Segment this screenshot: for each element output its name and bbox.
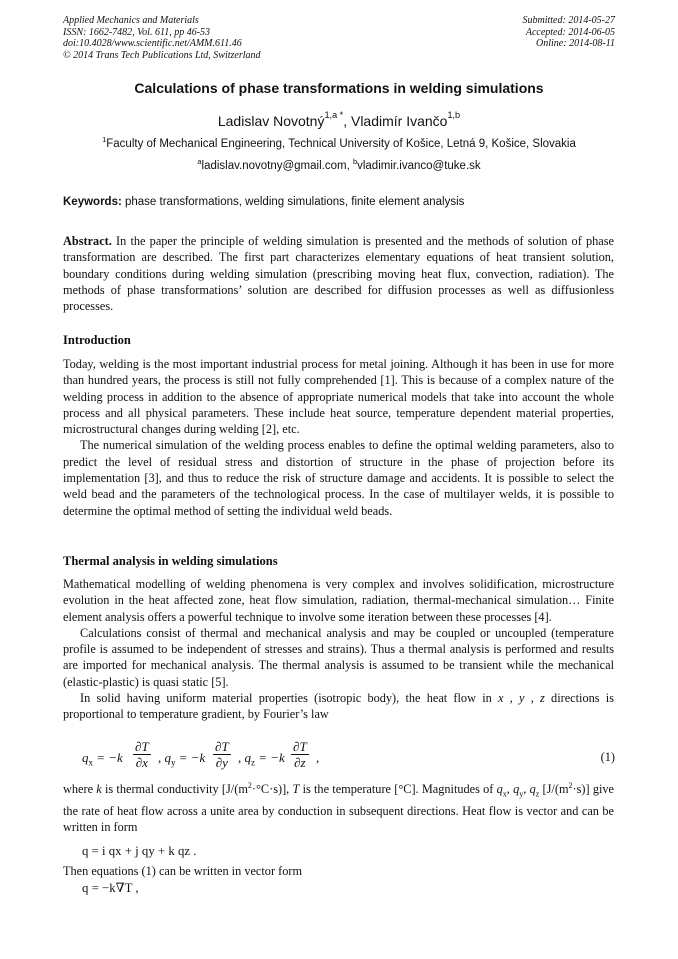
author-2: Vladimír Ivančo [350,113,448,129]
journal-issn: ISSN: 1662-7482, Vol. 611, pp 46-53 [63,26,211,38]
thermal-p3-text-a: In solid having uniform material properties (isotropic body), the heat flow in [80,691,498,706]
p4b: is thermal conductivity [J/(m [101,782,248,796]
publication-dates [523,15,616,50]
p5a: [J/(m [539,782,569,796]
var-y: y [519,691,525,706]
affiliation [0,135,678,150]
equation-vector-form: q = −k∇T , [82,881,139,895]
sep: , [524,691,541,706]
sup-2: 2 [568,781,573,791]
thermal-body-2 [63,781,614,835]
var-q: q [513,782,520,796]
thermal-paragraph-6: Then equations (1) can be written in vector form [63,864,303,878]
abstract [63,233,614,314]
sep: , [506,782,514,796]
keywords-text: phase transformations, welding simulations, finite element analysis [121,196,465,208]
journal-doi: doi:10.4028/www.scientific.net/AMM.611.46 [63,38,242,49]
author-separator: , [343,113,351,129]
keywords [63,196,464,208]
equation-heat-flow-vector: q = i qx + j qy + k qz . [82,844,197,858]
email-a: ladislav.novotny@gmail.com, [201,160,353,172]
thermal-paragraph-4 [63,781,614,835]
thermal-p3-text-b: directions is proportional to temperature gradient, by Fourier’s law [63,691,614,722]
journal-info [63,15,261,61]
p4c: ·°C·s)], [251,782,293,796]
accepted-date: Accepted: 2014-06-05 [525,26,615,38]
author-list [0,109,678,129]
affiliation-sup: 1 [102,135,107,145]
thermal-paragraph-2: Calculations consist of thermal and mechanical analysis and may be coupled or uncoupled (temperature profile is assumed to be independent of stresses and strains). Thus a thermal analysis is performed and results are imported for mechanical analysis. The thermal analysis is assumed to be transient while the mechanical (elastic-plastic) is quasi static [5]. [63,625,614,689]
introduction-paragraph-1: Today, welding is the most important industrial process for metal joining. Although it has been in use for more than hundred years, the process is still not fully comprehended [1]. This is because of a complex nature of the welding process in addition to the absence of appropriate numerical models that take into account the whole process and all physical parameters. These include heat source, temperature dependent material properties, microstructural changes during welding [2], etc. [63,357,614,437]
equation-1: $q_x = -k$ $\frac{\partial T}{\partial x}$ , $q_y = -k$ $\frac{\partial T}{\partial y}$ , $q_z = -k$ $\frac{\partial T}{\partial z}$ , (1) [82,739,615,770]
var-z: z [540,691,545,706]
var-T: T [292,782,300,796]
journal-copyright: © 2014 Trans Tech Publications Ltd, Switzerland [63,49,261,61]
sup-2: 2 [247,781,252,791]
author-emails [0,157,678,172]
online-date: Online: 2014-08-11 [536,38,615,49]
thermal-heading: Thermal analysis in welding simulations [63,554,278,568]
var-q: q [529,782,536,796]
paper-title: Calculations of phase transformations in welding simulations [134,80,544,96]
sub-z: z [535,789,540,799]
author-1-sup: 1,a * [324,109,344,120]
email-b: vladimir.ivanco@tuke.sk [357,160,481,172]
p5b: ·s)] give the rate of heat flow across a unite area by conduction in subsequent directions. Heat flow is vector and can be written in form [63,782,614,835]
thermal-body [63,576,614,723]
thermal-paragraph-3 [63,690,614,723]
sub-x: x [502,789,507,799]
sep: , [503,691,520,706]
keywords-label: Keywords: [63,196,122,208]
abstract-text: In the paper the principle of welding simulation is presented and the methods of solution of phase transformation are described. The first part characterizes elementary equations of heat transient solution, boundary conditions during welding simulation (prescribing moving heat flux, convection, radiation). The methods of phase transformations’ solution are described for diffusion processes as well as diffusionless processes. [63,234,614,314]
email-b-sup: b [352,157,358,167]
p4a: where [63,782,97,796]
equation-1-number: (1) [600,750,615,764]
thermal-paragraph-1: Mathematical modelling of welding phenomena is very complex and involves solidification, microstructure evolution in the heat affected zone, heat flow simulation, radiation, thermal-mechanical simulation… Finite element analysis offers a powerful technique to involve some iteration between these processes [4]. [63,577,614,624]
var-x: x [498,691,504,706]
affiliation-text: Faculty of Mechanical Engineering, Technical University of Košice, Letná 9, Košice, Slovakia [106,138,576,150]
thermal-body-3 [63,863,614,879]
email-a-sup: a [197,157,202,167]
journal-name: Applied Mechanics and Materials [63,15,199,26]
var-k: k [96,782,102,796]
author-1: Ladislav Novotný [217,113,325,129]
sub-y: y [519,789,524,799]
introduction-paragraph-2: The numerical simulation of the welding process enables to define the optimal welding parameters, also to predict the level of residual stress and distortion of structure in the phase of projection before its implementation [3], and thus to reduce the risk of structure damage and accidents. It is possible to select the weld bead and the parameters of the technological process. In the case of multilayer welds, it is possible to determine the optimal method of setting the individual weld beads. [63,438,614,518]
submitted-date: Submitted: 2014-05-27 [522,15,615,26]
p4d: is the temperature [°C]. Magnitudes of [299,782,497,796]
introduction-body [63,356,614,519]
abstract-label: Abstract. [63,234,112,248]
sep: , [523,782,527,796]
introduction-heading: Introduction [63,333,131,347]
author-2-sup: 1,b [447,109,461,120]
var-q: q [496,782,503,796]
